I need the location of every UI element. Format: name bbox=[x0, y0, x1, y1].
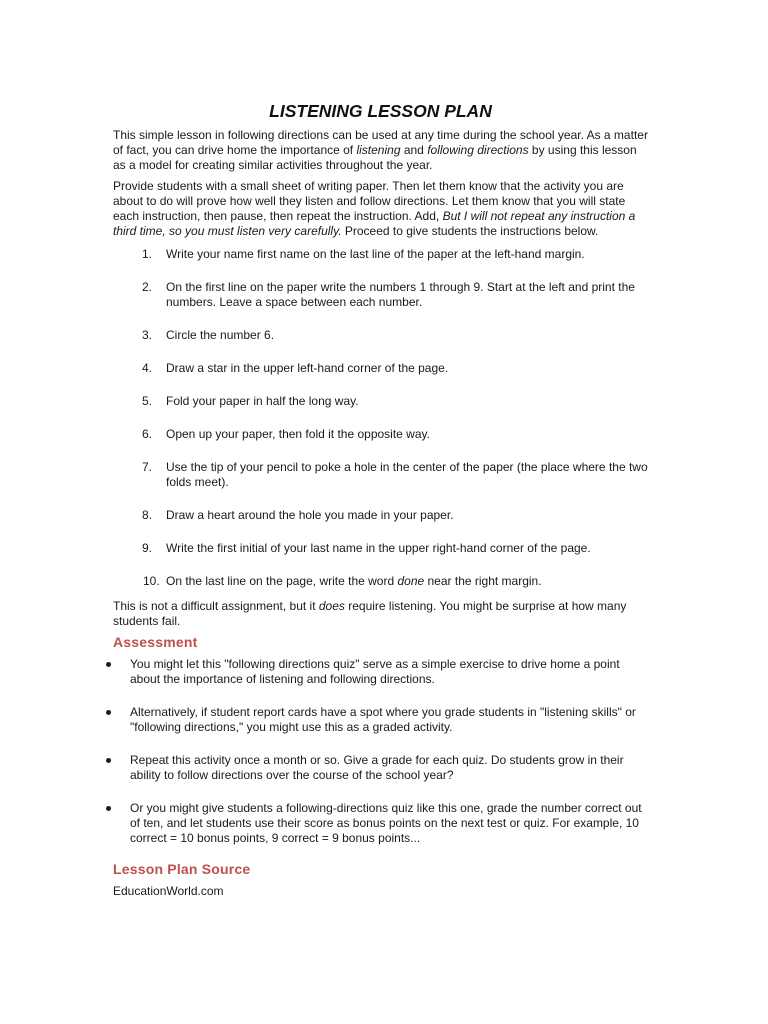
step-text: Write the first initial of your last name in the upper right-hand corner of the page. bbox=[166, 541, 591, 555]
list-item bbox=[113, 460, 648, 490]
list-item bbox=[113, 394, 648, 409]
bullet-text: You might let this "following directions quiz" serve as a simple exercise to drive home a point about the importance of listening and following directions. bbox=[130, 657, 620, 686]
bullet-text: Or you might give students a following-directions quiz like this one, grade the number correct out of ten, and let students use their score as bonus points on the next test or quiz. For example, 10 correct = 10 bonus points, 9 correct = 9 bonus points... bbox=[130, 801, 642, 845]
closing-paragraph: This is not a difficult assignment, but it does require listening. You might be surprise at how many students fail. bbox=[113, 599, 627, 628]
step-number: 8. bbox=[142, 508, 153, 522]
list-item bbox=[113, 705, 648, 735]
assessment-list bbox=[113, 657, 648, 846]
bullet-text: Alternatively, if student report cards have a spot where you grade students in "listening skills" or "following directions," you might use this as a graded activity. bbox=[130, 705, 636, 734]
list-item bbox=[113, 427, 648, 442]
list-item bbox=[113, 657, 648, 687]
step-number: 6. bbox=[142, 427, 153, 441]
step-number: 1. bbox=[142, 247, 153, 261]
step-number: 5. bbox=[142, 394, 153, 408]
list-item bbox=[113, 247, 648, 262]
page-title: LISTENING LESSON PLAN bbox=[269, 101, 492, 121]
step-text: Fold your paper in half the long way. bbox=[166, 394, 359, 408]
bullet-icon bbox=[106, 806, 111, 811]
list-item bbox=[113, 541, 648, 556]
source-text: EducationWorld.com bbox=[113, 884, 224, 898]
list-item bbox=[113, 361, 648, 376]
step-text: On the last line on the page, write the word done near the right margin. bbox=[166, 574, 542, 588]
list-item bbox=[113, 753, 648, 783]
list-item bbox=[113, 508, 648, 523]
step-text: On the first line on the paper write the numbers 1 through 9. Start at the left and print the numbers. Leave a space between each number. bbox=[166, 280, 635, 309]
step-number: 7. bbox=[142, 460, 153, 474]
document-page bbox=[113, 100, 648, 899]
step-text: Use the tip of your pencil to poke a hole in the center of the paper (the place where the two folds meet). bbox=[166, 460, 648, 489]
step-text: Write your name first name on the last line of the paper at the left-hand margin. bbox=[166, 247, 585, 261]
step-number: 10. bbox=[143, 574, 160, 588]
source-heading: Lesson Plan Source bbox=[113, 861, 251, 877]
bullet-text: Repeat this activity once a month or so. Give a grade for each quiz. Do students grow in their ability to follow directions over the course of the school year? bbox=[130, 753, 624, 782]
step-text: Draw a star in the upper left-hand corner of the page. bbox=[166, 361, 449, 375]
step-text: Open up your paper, then fold it the opposite way. bbox=[166, 427, 430, 441]
step-number: 3. bbox=[142, 328, 153, 342]
list-item bbox=[113, 574, 648, 589]
bullet-icon bbox=[106, 662, 111, 667]
step-text: Draw a heart around the hole you made in your paper. bbox=[166, 508, 454, 522]
step-number: 4. bbox=[142, 361, 153, 375]
list-item bbox=[113, 328, 648, 343]
bullet-icon bbox=[106, 758, 111, 763]
list-item bbox=[113, 801, 648, 846]
step-text: Circle the number 6. bbox=[166, 328, 275, 342]
step-number: 2. bbox=[142, 280, 153, 294]
assessment-heading: Assessment bbox=[113, 634, 198, 650]
intro-paragraph-2: Provide students with a small sheet of writing paper. Then let them know that the activity you are about to do will prove how well they listen and follow directions. Let them know that you will state each instruction, then pause, then repeat the instruction. Add, But I will not repeat any instruction a third time, so you must listen very carefully. Proceed to give students the instructions below. bbox=[113, 179, 636, 238]
intro-paragraph-1: This simple lesson in following directions can be used at any time during the school year. As a matter of fact, you can drive home the importance of listening and following directions by using this lesson as a model for creating similar activities throughout the year. bbox=[113, 128, 648, 172]
step-number: 9. bbox=[142, 541, 153, 555]
list-item bbox=[113, 280, 648, 310]
bullet-icon bbox=[106, 710, 111, 715]
instruction-list bbox=[113, 247, 648, 589]
